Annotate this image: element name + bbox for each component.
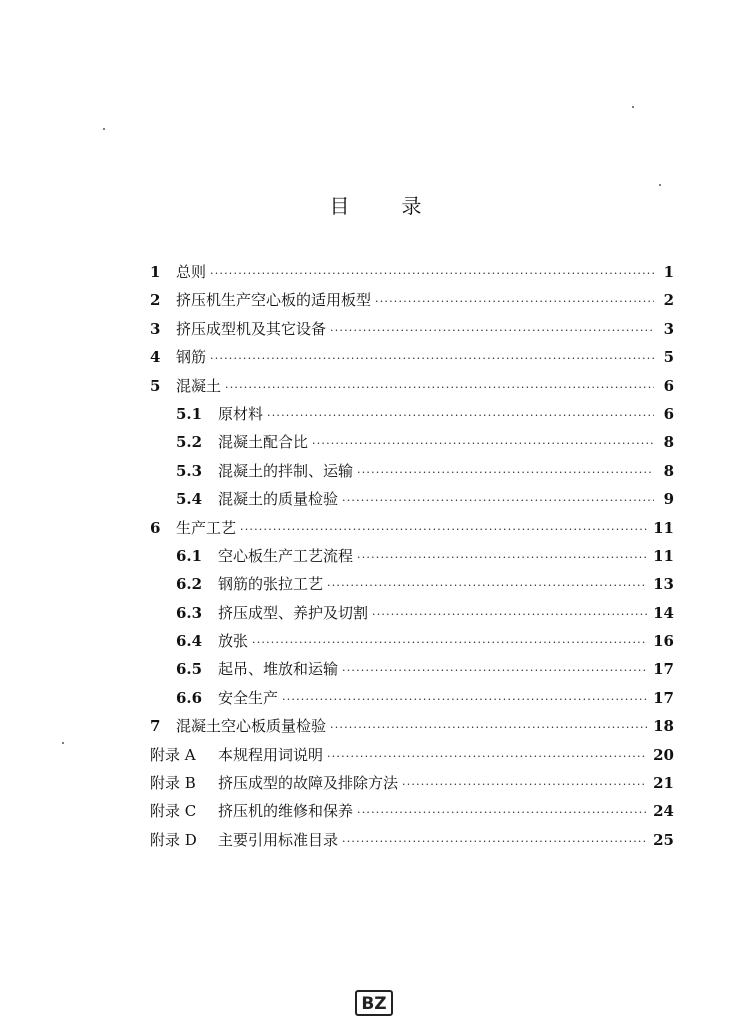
toc-entry-page: 13 xyxy=(653,575,674,594)
scan-speck xyxy=(659,184,661,186)
toc-entry-number: 附录 A xyxy=(150,745,196,764)
toc-entry-title: 混凝土的拌制、运输 xyxy=(218,461,354,480)
dot-leader xyxy=(327,572,647,600)
toc-entry-number: 5.1 xyxy=(176,404,203,423)
toc-entry-number: 7 xyxy=(150,717,161,736)
dot-leader xyxy=(210,260,654,288)
toc-entry xyxy=(150,741,674,769)
toc-entry xyxy=(150,457,674,485)
toc-entry-number: 6.6 xyxy=(176,688,203,707)
dot-leader xyxy=(240,516,647,544)
toc-entry-page: 21 xyxy=(653,774,674,793)
toc-entry xyxy=(150,258,674,286)
toc-entry-number: 6.1 xyxy=(176,546,203,565)
dot-leader xyxy=(252,629,647,657)
toc-entry-number: 附录 D xyxy=(150,830,197,849)
dot-leader xyxy=(357,459,654,487)
toc-entry-title: 挤压成型机及其它设备 xyxy=(176,319,327,338)
toc-entry xyxy=(150,542,674,570)
toc-entry-number: 5.2 xyxy=(176,433,203,452)
scan-speck xyxy=(62,742,64,744)
dot-leader xyxy=(342,657,647,685)
toc-entry-page: 17 xyxy=(653,660,674,679)
toc-entry-title: 放张 xyxy=(218,632,249,651)
title-char-2: 录 xyxy=(401,194,422,218)
toc-entry-title: 生产工艺 xyxy=(176,518,237,537)
toc-entry xyxy=(150,627,674,655)
toc-entry-title: 混凝土 xyxy=(176,376,222,395)
toc-entry xyxy=(150,769,674,797)
toc-entry xyxy=(150,343,674,371)
toc-entry-title: 挤压成型、养护及切割 xyxy=(218,603,369,622)
toc-entry-page: 3 xyxy=(663,319,674,338)
dot-leader xyxy=(342,828,647,856)
toc-entry-title: 主要引用标准目录 xyxy=(218,830,339,849)
scan-speck xyxy=(103,128,105,130)
toc-entry-number: 5.3 xyxy=(176,461,203,480)
toc-entry xyxy=(150,372,674,400)
toc-entry-page: 6 xyxy=(663,376,674,395)
dot-leader xyxy=(357,799,647,827)
table-of-contents xyxy=(150,258,674,854)
toc-entry-page: 9 xyxy=(663,490,674,509)
toc-entry-title: 挤压成型的故障及排除方法 xyxy=(218,774,399,793)
toc-entry xyxy=(150,599,674,627)
toc-entry-page: 11 xyxy=(653,546,674,565)
dot-leader xyxy=(375,288,654,316)
toc-entry-title: 混凝土空心板质量检验 xyxy=(176,717,327,736)
toc-entry-page: 18 xyxy=(653,717,674,736)
toc-entry-page: 11 xyxy=(653,518,674,537)
dot-leader xyxy=(282,686,647,714)
toc-entry-title: 混凝土的质量检验 xyxy=(218,490,339,509)
dot-leader xyxy=(330,714,647,742)
toc-entry xyxy=(150,712,674,740)
toc-entry-number: 6.2 xyxy=(176,575,203,594)
toc-entry-title: 起吊、堆放和运输 xyxy=(218,660,339,679)
dot-leader xyxy=(225,374,654,402)
toc-entry-number: 1 xyxy=(150,263,161,281)
toc-entry xyxy=(150,286,674,314)
dot-leader xyxy=(402,771,647,799)
toc-entry-number: 6.3 xyxy=(176,603,203,622)
toc-entry-title: 挤压机生产空心板的适用板型 xyxy=(176,291,372,310)
toc-entry xyxy=(150,797,674,825)
toc-entry xyxy=(150,655,674,683)
dot-leader xyxy=(357,544,647,572)
toc-entry-title: 原材料 xyxy=(218,404,264,423)
dot-leader xyxy=(330,317,654,345)
toc-entry-number: 5 xyxy=(150,376,161,395)
toc-entry-page: 20 xyxy=(653,745,674,764)
toc-entry-title: 本规程用词说明 xyxy=(218,745,324,764)
toc-entry xyxy=(150,826,674,854)
toc-entry-page: 8 xyxy=(663,433,674,452)
toc-entry-page: 8 xyxy=(663,461,674,480)
dot-leader xyxy=(267,402,654,430)
dot-leader xyxy=(210,345,654,373)
publisher-logo: BZ xyxy=(355,990,393,1016)
toc-entry-page: 6 xyxy=(663,404,674,423)
toc-entry-page: 5 xyxy=(663,348,674,367)
page-title xyxy=(0,190,751,219)
toc-entry xyxy=(150,485,674,513)
toc-entry-page: 16 xyxy=(653,632,674,651)
toc-entry-title: 安全生产 xyxy=(218,688,279,707)
title-char-1: 目 xyxy=(329,194,350,218)
dot-leader xyxy=(312,430,654,458)
toc-entry xyxy=(150,514,674,542)
toc-entry-number: 4 xyxy=(150,348,161,367)
toc-entry-number: 5.4 xyxy=(176,490,203,509)
toc-entry-page: 25 xyxy=(653,830,674,849)
toc-entry-title: 总则 xyxy=(176,263,207,281)
toc-entry xyxy=(150,428,674,456)
toc-entry-number: 附录 B xyxy=(150,774,196,793)
toc-entry-number: 6 xyxy=(150,518,161,537)
toc-entry-number: 6.5 xyxy=(176,660,203,679)
toc-entry xyxy=(150,400,674,428)
toc-entry-page: 14 xyxy=(653,603,674,622)
toc-entry xyxy=(150,684,674,712)
toc-entry-page: 24 xyxy=(653,802,674,821)
toc-entry-title: 挤压机的维修和保养 xyxy=(218,802,354,821)
toc-entry-title: 钢筋的张拉工艺 xyxy=(218,575,324,594)
toc-entry-number: 附录 C xyxy=(150,802,197,821)
toc-entry-title: 混凝土配合比 xyxy=(218,433,309,452)
scan-speck xyxy=(632,106,634,108)
toc-entry-title: 空心板生产工艺流程 xyxy=(218,546,354,565)
toc-entry-page: 1 xyxy=(663,263,674,281)
toc-entry-page: 2 xyxy=(663,291,674,310)
toc-entry-page: 17 xyxy=(653,688,674,707)
toc-entry-number: 6.4 xyxy=(176,632,203,651)
dot-leader xyxy=(342,487,654,515)
toc-entry-number: 3 xyxy=(150,319,161,338)
toc-entry-title: 钢筋 xyxy=(176,348,207,367)
toc-entry xyxy=(150,570,674,598)
toc-entry xyxy=(150,315,674,343)
dot-leader xyxy=(372,601,647,629)
toc-entry-number: 2 xyxy=(150,291,161,310)
dot-leader xyxy=(327,743,647,771)
